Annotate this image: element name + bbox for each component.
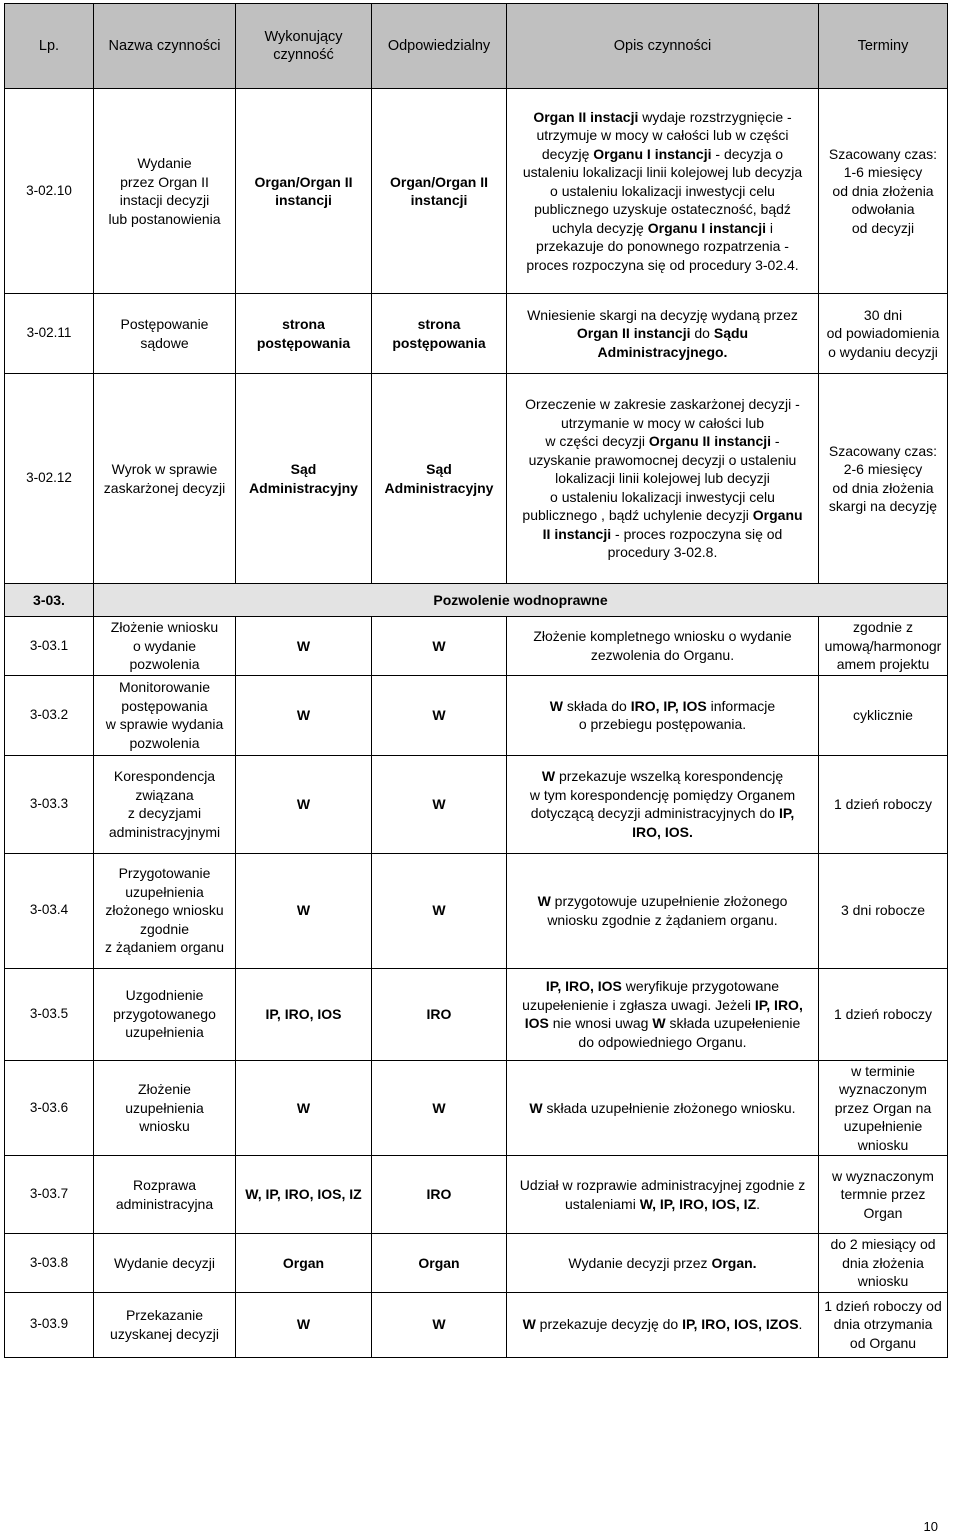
line: W (296, 795, 311, 812)
row-deadline (819, 89, 948, 294)
row-responsible (372, 1292, 507, 1357)
table-row (5, 755, 948, 853)
line: Przekazanie (125, 1307, 204, 1323)
line: IP, IRO, IOS (265, 1005, 342, 1022)
row-name (94, 675, 236, 755)
line: dnia złożenia (842, 1254, 924, 1271)
description-segment: składa do (563, 697, 631, 714)
line: z żądaniem organu (104, 939, 225, 956)
description-segment: W (541, 768, 556, 784)
description-segment: ustaleniami (564, 1195, 640, 1212)
row-deadline (819, 374, 948, 584)
row-lp (5, 675, 94, 755)
line: Sąd (290, 461, 317, 477)
row-description (507, 374, 819, 584)
row-name (94, 617, 236, 676)
description-segment: Organ II instancji (576, 325, 691, 342)
line: Monitorowanie (118, 679, 211, 695)
row-lp (5, 1060, 94, 1156)
line: instancji (410, 192, 468, 208)
row-responsible (372, 89, 507, 294)
description-segment: Złożenie kompletnego wniosku o wydanie (533, 628, 792, 645)
row-lp (5, 1234, 94, 1293)
description-segment: - (771, 433, 780, 450)
description-segment: Orzeczenie w zakresie zaskarżonej decyzji - (525, 396, 800, 413)
line: od dnia złożenia (832, 479, 934, 496)
line: do 2 miesiący od (830, 1236, 936, 1252)
row-lp-text: 3-03.6 (29, 1099, 69, 1115)
line: termnie przez (840, 1186, 926, 1203)
line: 3 dni robocze (840, 902, 926, 919)
description-segment: W (537, 893, 551, 909)
line: Uzgodnienie (125, 987, 204, 1004)
row-lp-text: 3-02.11 (26, 325, 72, 341)
line: W (296, 902, 311, 919)
row-description (507, 755, 819, 853)
row-description (507, 968, 819, 1060)
header-description: Opis czynności (507, 4, 819, 89)
description-segment: uzupełenienie i zgłasza uwagi. Jeżeli (522, 996, 755, 1013)
description-segment: publicznego uzyskuje ostateczność, bądź (534, 201, 791, 218)
line: związana (135, 786, 194, 803)
row-name (94, 1156, 236, 1234)
header-lp: Lp. (5, 4, 94, 89)
line: Złożenie wniosku (110, 619, 219, 635)
description-segment: i (765, 219, 773, 236)
header-name: Nazwa czynności (94, 4, 236, 89)
row-performer (236, 1234, 372, 1293)
line: przez Organ II (120, 173, 209, 190)
row-performer (236, 1156, 372, 1234)
description-segment: IRO, IP, IOS (630, 697, 707, 714)
description-segment: składa uzupełnienie złożonego wniosku. (542, 1099, 796, 1116)
row-performer (236, 617, 372, 676)
line: pozwolenia (129, 656, 200, 672)
table-row (5, 89, 948, 294)
line: umową/harmonogr (824, 637, 942, 654)
row-performer (236, 374, 372, 584)
line: przez Organ na (834, 1099, 932, 1116)
row-lp (5, 1292, 94, 1357)
description-segment: nie wnosi uwag (548, 1015, 653, 1031)
row-description (507, 1234, 819, 1293)
line: Korespondencja (113, 768, 216, 784)
row-description (507, 617, 819, 676)
description-segment: W (652, 1015, 666, 1031)
line: W (296, 1099, 311, 1116)
row-name (94, 374, 236, 584)
description-segment: Wniesienie skargi na decyzję wydaną przez (527, 306, 798, 323)
description-segment: Organu (752, 507, 803, 524)
line: od powiadomienia (826, 325, 940, 342)
row-responsible (372, 853, 507, 968)
line: IRO (426, 1005, 452, 1022)
line: o wydanie (132, 637, 197, 654)
line: instacji decyzji (119, 192, 210, 208)
row-description (507, 1060, 819, 1156)
section-id-text: 3-03. (33, 591, 65, 608)
table-row (5, 853, 948, 968)
line: Wydanie decyzji (113, 1254, 216, 1271)
line: 1-6 miesięcy (843, 164, 923, 181)
row-performer (236, 853, 372, 968)
description-segment: - decyzja o (711, 145, 784, 162)
row-deadline (819, 853, 948, 968)
description-segment: publicznego , bądź uchylenie decyzji (522, 507, 753, 524)
description-segment: zezwolenia do Organu. (590, 646, 735, 663)
line: 1 dzień roboczy (833, 795, 933, 812)
table-row (5, 675, 948, 755)
line: Organ (282, 1254, 325, 1271)
row-responsible (372, 374, 507, 584)
row-deadline (819, 1060, 948, 1156)
line: od Organu (849, 1334, 917, 1351)
description-segment: Udział w rozprawie administracyjnej zgodnie z (519, 1177, 806, 1193)
line: sądowe (140, 334, 189, 351)
row-name (94, 1060, 236, 1156)
description-segment: weryfikuje przygotowane (621, 978, 780, 994)
table-row (5, 1060, 948, 1156)
line: Organ/Organ II (389, 173, 488, 190)
line: pozwolenia (129, 734, 200, 751)
row-lp (5, 853, 94, 968)
table-row (5, 617, 948, 676)
line: Szacowany czas: (828, 442, 938, 459)
line: W (432, 1316, 446, 1333)
row-description (507, 853, 819, 968)
line: amem projektu (836, 656, 930, 672)
description-segment: IP, IRO, IOS (545, 978, 622, 994)
line: postępowania (256, 334, 351, 351)
line: W (432, 1099, 446, 1116)
line: W (432, 706, 446, 723)
description-segment: przekazuje wszelką korespondencję (555, 768, 784, 784)
line: postępowania (392, 334, 486, 351)
line: od dnia złożenia (832, 182, 934, 199)
line: IRO (426, 1186, 452, 1203)
header-deadline: Terminy (819, 4, 948, 89)
row-lp (5, 89, 94, 294)
row-description (507, 294, 819, 374)
line: administracyjnymi (108, 823, 221, 840)
description-segment: ustaleniu lokalizacji linii kolejowej lub decyzja (522, 164, 803, 181)
line: wyznaczonym (839, 1081, 927, 1097)
section-id (5, 584, 94, 617)
line: uzupełnienia (125, 1024, 204, 1041)
description-segment: przekazuje do ponownego rozpatrzenia - (536, 238, 789, 255)
description-segment: informacje (706, 697, 776, 714)
description-segment: - proces rozpoczyna się od (611, 525, 783, 542)
row-name (94, 755, 236, 853)
description-segment: do (690, 325, 714, 342)
table-row (5, 374, 948, 584)
row-lp-text: 3-02.12 (26, 470, 72, 486)
description-segment: decyzję (541, 145, 594, 162)
line: lub postanowienia (108, 210, 221, 227)
row-name (94, 1292, 236, 1357)
row-description (507, 1292, 819, 1357)
line: Złożenie (138, 1081, 191, 1097)
description-segment: Organu I instancji (647, 219, 766, 236)
description-segment: Organu II instancji (648, 433, 772, 450)
description-segment: II instancji (542, 525, 612, 542)
description-segment: w części decyzji (545, 433, 649, 450)
description-segment: o przebiegu postępowania. (578, 716, 747, 732)
description-segment: Organ II instacji (533, 108, 639, 125)
description-segment: W (529, 1099, 543, 1116)
row-performer (236, 1292, 372, 1357)
row-lp (5, 968, 94, 1060)
description-segment: uzyskanie prawomocnej decyzji o ustaleniu (528, 451, 797, 468)
line: Wyrok w sprawie (111, 461, 218, 477)
line: 2-6 miesięcy (843, 461, 923, 477)
description-segment: IP, (778, 805, 795, 821)
line: Administracyjny (249, 479, 358, 496)
description-segment: przygotowuje uzupełnienie złożonego (550, 893, 788, 909)
row-deadline (819, 1292, 948, 1357)
table-row (5, 1234, 948, 1293)
line: zaskarżonej decyzji (103, 479, 226, 496)
line: postępowania (121, 697, 208, 714)
row-deadline (819, 1156, 948, 1234)
description-segment: Administracyjnego. (597, 343, 728, 360)
description-segment: procedury 3-02.8. (607, 544, 718, 561)
table-row (5, 1156, 948, 1234)
row-deadline (819, 617, 948, 676)
row-performer (236, 675, 372, 755)
line: Administracyjny (384, 479, 494, 496)
description-segment: Organu I instancji (593, 145, 712, 162)
row-responsible (372, 1234, 507, 1293)
description-segment: wydaje rozstrzygnięcie - (638, 108, 792, 125)
line: złożonego wniosku (105, 902, 224, 919)
description-segment: o ustaleniu lokalizacji inwestycji celu (550, 488, 775, 505)
row-lp-text: 3-03.5 (29, 1005, 69, 1021)
description-segment: W, IP, IRO, IOS, IZ (639, 1195, 757, 1212)
description-segment: o ustaleniu lokalizacji inwestycji celu (550, 182, 775, 199)
row-performer (236, 89, 372, 294)
description-segment: IRO, IOS. (632, 823, 693, 840)
line: uzyskanej decyzji (110, 1325, 219, 1342)
line: W (432, 637, 446, 654)
line: uzupełnienia (125, 1099, 204, 1116)
line: zgodnie (139, 920, 190, 937)
line: skargi na decyzję (828, 498, 938, 514)
row-responsible (372, 294, 507, 374)
row-name (94, 1234, 236, 1293)
description-segment: lokalizacji linii kolejowej lub decyzji (555, 470, 770, 487)
row-lp-text: 3-03.1 (29, 637, 69, 653)
description-segment: Organ. (711, 1254, 757, 1271)
description-segment: przekazuje decyzję do (535, 1316, 683, 1333)
row-performer (236, 1060, 372, 1156)
row-lp-text: 3-03.9 (29, 1316, 69, 1332)
line: uzupełnienie (843, 1118, 923, 1134)
line: 1 dzień roboczy (833, 1005, 933, 1022)
line: wniosku (857, 1273, 909, 1289)
line: Organ (418, 1254, 460, 1271)
row-name (94, 968, 236, 1060)
row-lp (5, 1156, 94, 1234)
line: Przygotowanie (118, 865, 211, 882)
row-lp (5, 755, 94, 853)
section-row (5, 584, 948, 617)
row-lp-text: 3-02.10 (26, 182, 72, 198)
line: wniosku (857, 1136, 909, 1153)
description-segment: w tym korespondencję pomiędzy Organem (529, 786, 796, 803)
line: Organ (863, 1204, 903, 1221)
line: Szacowany czas: (828, 145, 938, 162)
row-lp (5, 617, 94, 676)
line: W, IP, IRO, IOS, IZ (245, 1186, 362, 1203)
description-segment: uchyla decyzję (552, 219, 648, 236)
line: od decyzji (851, 219, 915, 236)
row-deadline (819, 755, 948, 853)
line: w wyznaczonym (832, 1167, 934, 1184)
description-segment: składa uzupełenienie (665, 1015, 801, 1031)
line: odwołania (851, 201, 915, 218)
line: cyklicznie (853, 706, 913, 723)
line: Wydanie (137, 155, 192, 171)
header-performer: Wykonujący czynność (236, 4, 372, 89)
line: W (296, 706, 311, 723)
line: Sąd (426, 461, 452, 477)
row-name (94, 853, 236, 968)
row-deadline (819, 675, 948, 755)
line: z decyzjami (127, 805, 202, 821)
line: W (296, 637, 311, 654)
row-deadline (819, 968, 948, 1060)
description-segment: wniosku zgodnie z żądaniem organu. (547, 911, 778, 928)
row-lp (5, 294, 94, 374)
description-segment: IOS (524, 1015, 549, 1031)
line: zgodnie z (853, 619, 913, 635)
row-responsible (372, 755, 507, 853)
row-deadline (819, 1234, 948, 1293)
table-header-row (5, 4, 948, 89)
line: strona (417, 316, 461, 332)
line: dnia otrzymania (833, 1316, 933, 1333)
line: o wydaniu decyzji (828, 343, 938, 360)
row-responsible (372, 617, 507, 676)
section-title (94, 584, 948, 617)
row-responsible (372, 1156, 507, 1234)
description-segment: IP, IRO, (754, 996, 803, 1013)
procedure-table (4, 3, 948, 1358)
description-segment: IP, IRO, IOS, IZOS (682, 1316, 799, 1333)
row-description (507, 675, 819, 755)
line: przygotowanego (113, 1005, 216, 1022)
line: 1 dzień roboczy od (824, 1297, 942, 1314)
row-description (507, 89, 819, 294)
description-segment: Wydanie decyzji przez (568, 1254, 712, 1271)
line: W (432, 795, 446, 812)
header-responsible: Odpowiedzialny (372, 4, 507, 89)
description-segment: . (798, 1316, 803, 1333)
description-segment: W (522, 1316, 536, 1333)
line: Organ/Organ II (254, 173, 353, 190)
row-responsible (372, 968, 507, 1060)
line: W (296, 1316, 311, 1333)
description-segment: proces rozpoczyna się od procedury 3-02.4. (526, 256, 799, 273)
description-segment: dotyczącą decyzji administracyjnych do (530, 805, 779, 821)
row-performer (236, 294, 372, 374)
line: uzupełnienia (125, 883, 204, 900)
description-segment: W (549, 697, 564, 714)
row-performer (236, 968, 372, 1060)
line: strona (282, 316, 325, 332)
line: w sprawie wydania (105, 716, 224, 732)
description-segment: utrzymanie w mocy w całości lub (560, 414, 765, 431)
table-row (5, 968, 948, 1060)
row-lp (5, 374, 94, 584)
line: instancji (275, 192, 332, 208)
page-number: 10 (923, 1519, 938, 1534)
table-row (5, 294, 948, 374)
line: Rozprawa (132, 1177, 197, 1193)
row-deadline (819, 294, 948, 374)
line: W (432, 902, 446, 919)
row-name (94, 294, 236, 374)
row-lp-text: 3-03.7 (29, 1186, 69, 1202)
line: 30 dni (863, 306, 903, 323)
row-responsible (372, 1060, 507, 1156)
row-lp-text: 3-03.3 (29, 795, 69, 811)
row-lp-text: 3-03.2 (29, 706, 69, 722)
description-segment: utrzymuje w mocy w całości lub w części (536, 127, 789, 144)
row-name (94, 89, 236, 294)
table-row (5, 1292, 948, 1357)
line: wniosku (139, 1118, 190, 1134)
row-responsible (372, 675, 507, 755)
line: Postępowanie (120, 316, 209, 332)
row-description (507, 1156, 819, 1234)
section-title-text: Pozwolenie wodnoprawne (433, 591, 608, 608)
row-lp-text: 3-03.4 (29, 902, 69, 918)
description-segment: . (756, 1195, 761, 1212)
line: w terminie (851, 1062, 915, 1079)
line: administracyjna (115, 1195, 214, 1212)
description-segment: do odpowiedniego Organu. (578, 1033, 747, 1050)
row-performer (236, 755, 372, 853)
description-segment: Sądu (713, 325, 749, 342)
row-lp-text: 3-03.8 (29, 1254, 69, 1270)
